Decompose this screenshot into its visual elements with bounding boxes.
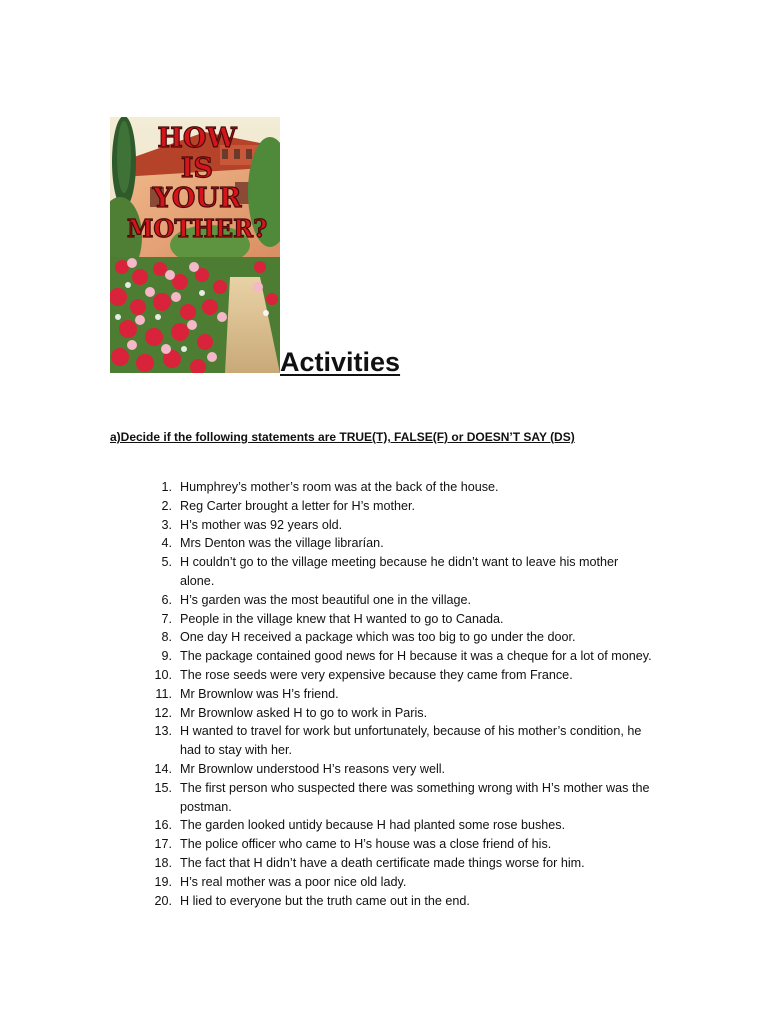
exercise-instruction: a)Decide if the following statements are TRUE(T), FALSE(F) or DOESN’T SAY (DS) [110,430,575,444]
statement-item [150,892,655,911]
statement-item [150,478,655,497]
statement-number: 8. [161,630,172,645]
statement-number: 15. [154,780,172,795]
statement-number: 11. [155,686,172,701]
statement-text: H’s garden was the most beautiful one in the village. [180,592,471,607]
cover-title-line-1: HOW [157,123,237,154]
statement-text: The fact that H didn’t have a death certificate made things worse for him. [180,855,585,870]
statement-text: The package contained good news for H because it was a cheque for a lot of money. [180,649,652,664]
statement-number: 14. [154,761,172,776]
statement-number: 2. [161,498,172,513]
statement-text: The first person who suspected there was something wrong with H’s mother was the postman. [180,780,650,814]
statement-text: People in the village knew that H wanted to go to Canada. [180,611,504,626]
statement-item [150,553,655,591]
statement-text: The rose seeds were very expensive because they came from France. [180,667,573,682]
statement-number: 1. [161,480,172,494]
statement-item [150,722,655,760]
statement-text: The police officer who came to H’s house was a close friend of his. [180,837,552,852]
statement-item [150,685,655,704]
cover-title-line-4: MOTHER? [126,214,268,243]
statement-text: H wanted to travel for work but unfortunately, because of his mother’s condition, he had to stay with her. [180,724,642,758]
statement-number: 20. [154,893,172,908]
statement-item [150,779,655,817]
statement-item [150,854,655,873]
statement-text: Reg Carter brought a letter for H’s mother. [180,498,415,513]
statement-item [150,591,655,610]
statement-text: Mr Brownlow was H’s friend. [180,686,339,701]
statement-text: Humphrey’s mother’s room was at the back of the house. [180,480,499,494]
statement-number: 16. [154,818,172,833]
cover-title-line-2: IS [180,153,214,184]
statement-text: Mr Brownlow asked H to go to work in Paris. [180,705,428,720]
statement-item [150,760,655,779]
statement-item [150,628,655,647]
statement-item [150,666,655,685]
statement-text: Mr Brownlow understood H’s reasons very well. [180,761,446,776]
statement-item [150,647,655,666]
statement-number: 4. [161,536,172,551]
statement-item [150,873,655,892]
statement-text: The garden looked untidy because H had planted some rose bushes. [180,818,566,833]
statement-text: H couldn’t go to the village meeting because he didn’t want to leave his mother alone. [180,555,619,588]
statement-number: 6. [161,592,172,607]
statement-text: One day H received a package which was too big to go under the door. [180,630,576,645]
statement-item [150,835,655,854]
statement-number: 9. [161,649,172,664]
statement-number: 3. [161,517,172,532]
statement-number: 12. [154,705,172,720]
statement-item [150,610,655,629]
statement-number: 13. [154,724,172,739]
statement-number: 10. [154,667,172,682]
page-heading: Activities [280,347,401,377]
cover-title-line-3: YOUR [152,183,242,214]
statement-item [150,704,655,723]
statement-item [150,516,655,535]
statement-number: 5. [161,555,172,570]
statement-text: H lied to everyone but the truth came out in the end. [180,893,470,908]
statement-item [150,816,655,835]
statement-text: Mrs Denton was the village librarían. [180,536,384,551]
statement-item [150,534,655,553]
statement-number: 7. [161,611,172,626]
statement-number: 17. [154,837,172,852]
statement-list [150,478,655,910]
book-cover-image [110,117,280,373]
statement-text: H’s mother was 92 years old. [180,517,343,532]
statement-number: 18. [154,855,172,870]
statement-text: H’s real mother was a poor nice old lady. [180,874,407,889]
statement-number: 19. [154,874,172,889]
statement-item [150,497,655,516]
